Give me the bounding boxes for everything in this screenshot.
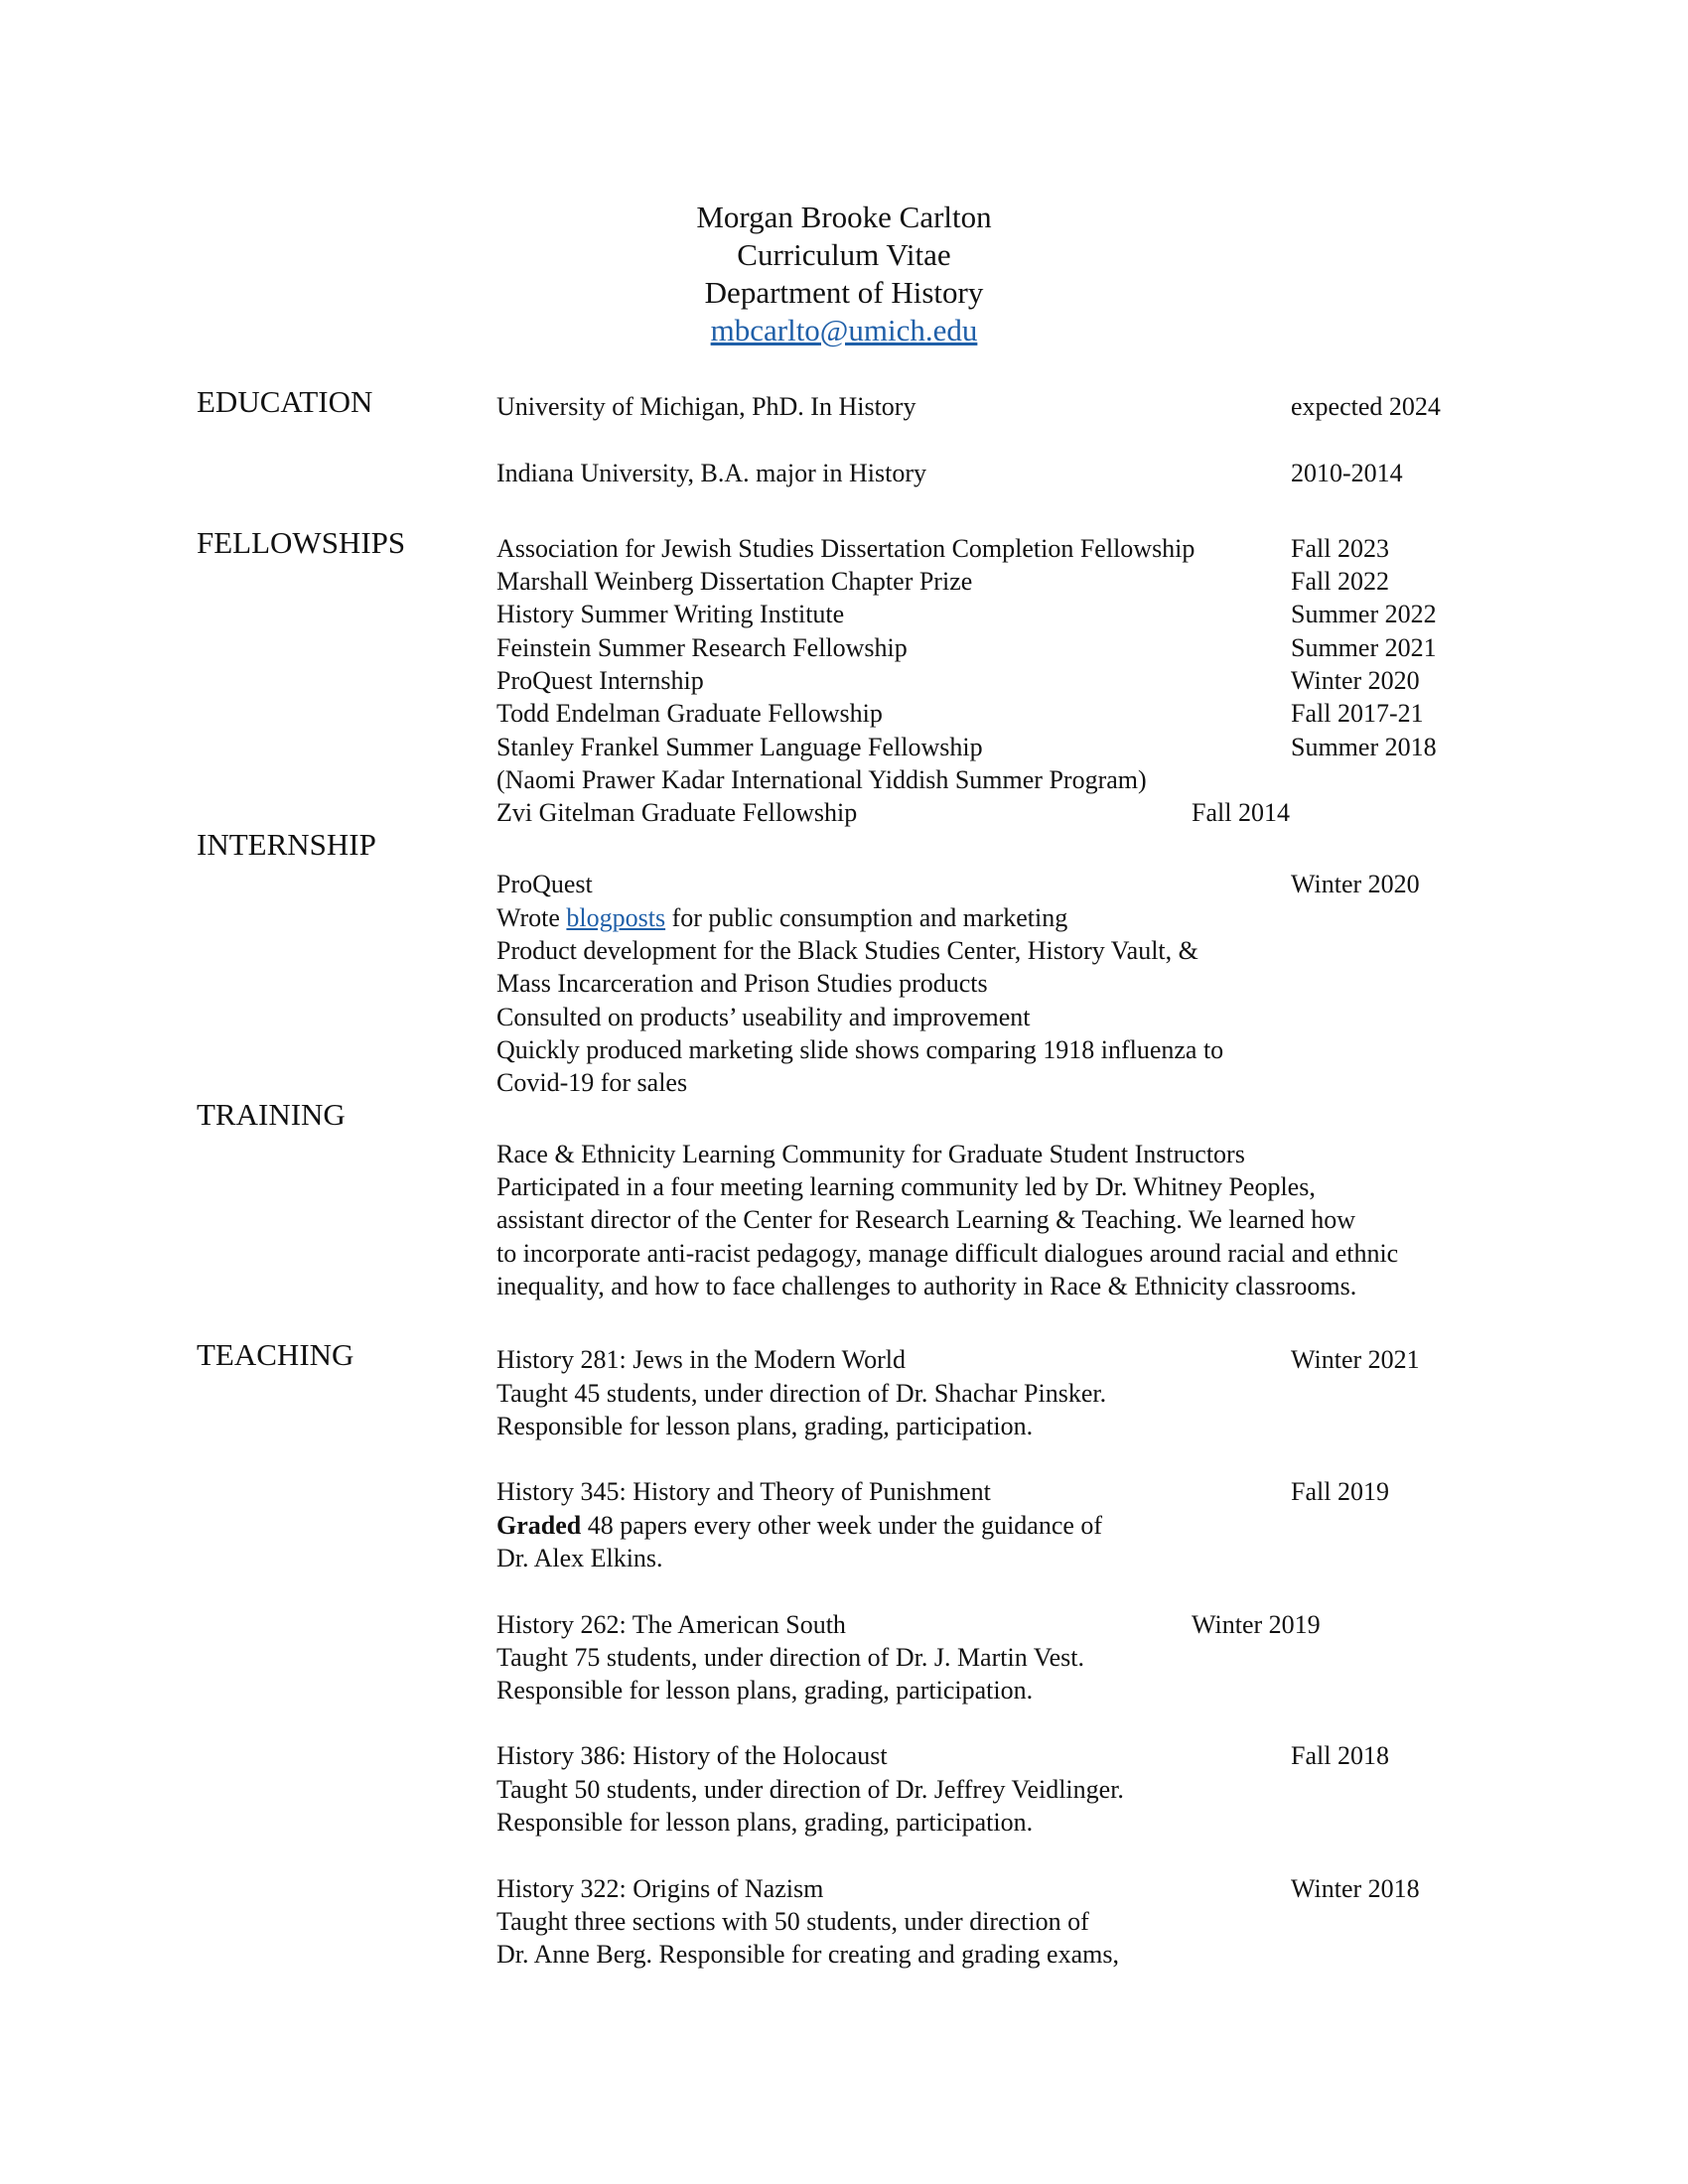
education-item: Indiana University, B.A. major in History (496, 459, 927, 487)
fellowship-item: ProQuest Internship (496, 666, 704, 695)
fellowship-date: Winter 2020 (1291, 666, 1420, 695)
course-line: Dr. Anne Berg. Responsible for creating and grading exams, (496, 1940, 1119, 1969)
course-line: Taught three sections with 50 students, under direction of (496, 1907, 1089, 1936)
fellowship-item: Zvi Gitelman Graduate Fellowship (496, 798, 858, 827)
internship-line: Product development for the Black Studies Center, History Vault, & (496, 936, 1198, 965)
fellowship-date: Fall 2023 (1291, 534, 1389, 563)
training-line: Participated in a four meeting learning community led by Dr. Whitney Peoples, (496, 1172, 1316, 1201)
course-date: Winter 2019 (1192, 1610, 1321, 1639)
fellowship-item: (Naomi Prawer Kadar International Yiddish Summer Program) (496, 765, 1147, 794)
fellowship-date: Summer 2018 (1291, 733, 1437, 761)
internship-line: Consulted on products’ useability and improvement (496, 1003, 1031, 1031)
course-line: Responsible for lesson plans, grading, participation. (496, 1412, 1034, 1440)
cv-header (0, 199, 1688, 349)
fellowship-date: Fall 2014 (1192, 798, 1290, 827)
course-line: Dr. Alex Elkins. (496, 1544, 663, 1572)
training-line: Race & Ethnicity Learning Community for Graduate Student Instructors (496, 1140, 1245, 1168)
education-date: expected 2024 (1291, 392, 1441, 421)
fellowship-date: Fall 2017-21 (1291, 699, 1424, 728)
education-date: 2010-2014 (1291, 459, 1403, 487)
fellowship-item: Association for Jewish Studies Dissertation Completion Fellowship (496, 534, 1196, 563)
course-title: History 262: The American South (496, 1610, 846, 1639)
fellowship-item: Marshall Weinberg Dissertation Chapter Prize (496, 567, 973, 596)
internship-date: Winter 2020 (1291, 870, 1420, 898)
internship-org: ProQuest (496, 870, 593, 898)
course-date: Winter 2018 (1291, 1874, 1420, 1903)
training-line: inequality, and how to face challenges to authority in Race & Ethnicity classrooms. (496, 1272, 1357, 1300)
fellowship-item: Stanley Frankel Summer Language Fellowship (496, 733, 983, 761)
course-line: Taught 50 students, under direction of Dr. Jeffrey Veidlinger. (496, 1775, 1124, 1804)
course-line: Graded 48 papers every other week under the guidance of (496, 1511, 1103, 1540)
course-date: Winter 2021 (1291, 1345, 1420, 1374)
section-heading-training: TRAINING (197, 1097, 346, 1132)
course-line: Taught 75 students, under direction of Dr. J. Martin Vest. (496, 1643, 1085, 1672)
section-heading-fellowships: FELLOWSHIPS (197, 525, 406, 560)
section-heading-education: EDUCATION (197, 384, 373, 419)
author-name: Morgan Brooke Carlton (696, 200, 992, 234)
blogposts-link[interactable]: blogposts (566, 903, 666, 932)
course-title: History 345: History and Theory of Punishment (496, 1477, 991, 1506)
fellowship-item: History Summer Writing Institute (496, 600, 845, 628)
section-heading-teaching: TEACHING (197, 1337, 354, 1372)
fellowship-item: Feinstein Summer Research Fellowship (496, 633, 908, 662)
fellowship-item: Todd Endelman Graduate Fellowship (496, 699, 883, 728)
internship-line: Covid-19 for sales (496, 1068, 688, 1097)
internship-line: Wrote blogposts for public consumption and marketing (496, 903, 1068, 932)
section-heading-internship: INTERNSHIP (197, 827, 376, 862)
training-line: to incorporate anti-racist pedagogy, manage difficult dialogues around racial and ethnic (496, 1239, 1399, 1268)
course-title: History 281: Jews in the Modern World (496, 1345, 906, 1374)
email-link[interactable]: mbcarlto@umich.edu (710, 313, 978, 347)
fellowship-date: Fall 2022 (1291, 567, 1389, 596)
course-date: Fall 2019 (1291, 1477, 1389, 1506)
course-line: Taught 45 students, under direction of Dr. Shachar Pinsker. (496, 1379, 1107, 1408)
course-date: Fall 2018 (1291, 1741, 1389, 1770)
course-title: History 322: Origins of Nazism (496, 1874, 824, 1903)
fellowship-date: Summer 2022 (1291, 600, 1437, 628)
education-item: University of Michigan, PhD. In History (496, 392, 916, 421)
training-line: assistant director of the Center for Research Learning & Teaching. We learned how (496, 1205, 1356, 1234)
internship-line: Quickly produced marketing slide shows comparing 1918 influenza to (496, 1035, 1224, 1064)
department: Department of History (704, 275, 984, 310)
course-line: Responsible for lesson plans, grading, participation. (496, 1808, 1034, 1837)
course-line: Responsible for lesson plans, grading, participation. (496, 1676, 1034, 1705)
fellowship-date: Summer 2021 (1291, 633, 1437, 662)
internship-line: Mass Incarceration and Prison Studies products (496, 969, 988, 998)
document-title: Curriculum Vitae (737, 237, 951, 272)
course-title: History 386: History of the Holocaust (496, 1741, 888, 1770)
